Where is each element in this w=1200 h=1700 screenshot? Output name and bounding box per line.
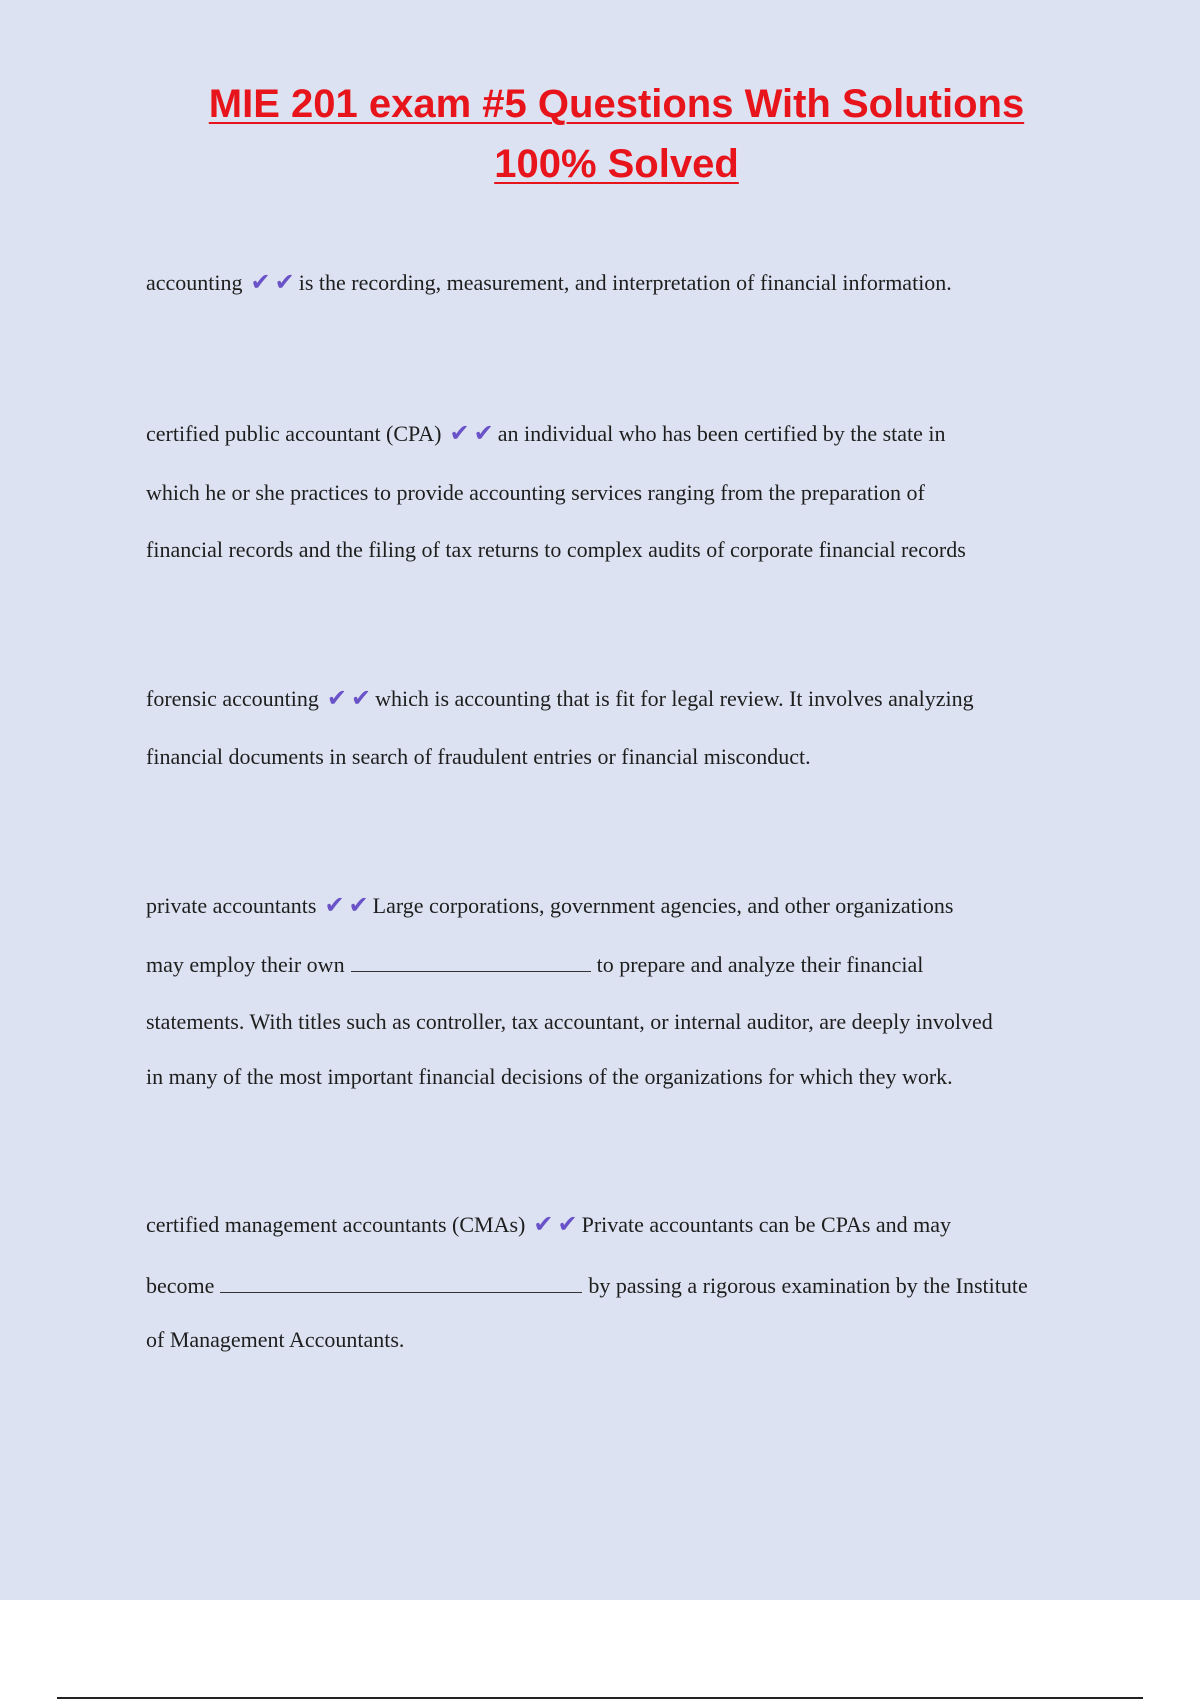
checkmark-icon: ✔ [324, 891, 345, 919]
qa-entry-cmas [146, 1210, 951, 1239]
definition-text: is the recording, measurement, and interpretation of financial information. [298, 270, 952, 295]
document-title-line-1: MIE 201 exam #5 Questions With Solutions [208, 82, 1025, 126]
definition-text: statements. With titles such as controller, tax accountant, or internal auditor, are deeply involved [146, 1009, 993, 1034]
checkmark-icon: ✔ [326, 684, 347, 712]
definition-text: to prepare and analyze their financial [596, 952, 924, 977]
qa-entry-accounting [146, 268, 952, 297]
definition-text: Private accountants can be CPAs and may [581, 1212, 952, 1237]
term: certified public accountant (CPA) [146, 421, 442, 446]
checkmark-icon: ✔ [533, 1210, 554, 1238]
checkmark-icon: ✔ [350, 684, 372, 712]
checkmark-icon: ✔ [473, 419, 494, 447]
qa-entry-cpa [146, 419, 946, 448]
check-pair [325, 684, 373, 713]
check-pair [531, 1210, 579, 1239]
check-pair [249, 268, 297, 297]
definition-text: Large corporations, government agencies, and other organizations [372, 893, 954, 918]
qa-entry-private-accountants [146, 891, 953, 920]
check-pair [322, 891, 370, 920]
term: private accountants [146, 893, 317, 918]
definition-text: financial documents in search of fraudulent entries or financial misconduct. [146, 744, 811, 769]
definition-line-with-blank [146, 951, 923, 979]
definition-text: an individual who has been certified by the state in [497, 421, 946, 446]
definition-text: financial records and the filing of tax returns to complex audits of corporate financial records [146, 537, 966, 562]
definition-line-with-blank [146, 1272, 1028, 1300]
definition-text: become [146, 1273, 215, 1298]
term: forensic accounting [146, 686, 319, 711]
checkmark-icon: ✔ [557, 1210, 578, 1238]
definition-text: may employ their own [146, 952, 345, 977]
definition-text: which is accounting that is fit for legal review. It involves analyzing [375, 686, 974, 711]
checkmark-icon: ✔ [274, 268, 295, 296]
footer-divider [57, 1697, 1143, 1699]
fill-in-blank [220, 1272, 582, 1293]
fill-in-blank [351, 951, 591, 972]
term: accounting [146, 270, 243, 295]
definition-text: of Management Accountants. [146, 1327, 405, 1352]
document-title-line-2: 100% Solved [494, 142, 739, 186]
term: certified management accountants (CMAs) [146, 1212, 526, 1237]
checkmark-icon: ✔ [449, 419, 470, 447]
checkmark-icon: ✔ [348, 891, 369, 919]
definition-text: in many of the most important financial decisions of the organizations for which they work. [146, 1064, 953, 1089]
check-pair [448, 419, 496, 448]
qa-entry-forensic-accounting [146, 684, 974, 713]
definition-text: by passing a rigorous examination by the Institute [588, 1273, 1028, 1298]
checkmark-icon: ✔ [250, 268, 271, 296]
definition-text: which he or she practices to provide accounting services ranging from the preparation of [146, 480, 925, 505]
